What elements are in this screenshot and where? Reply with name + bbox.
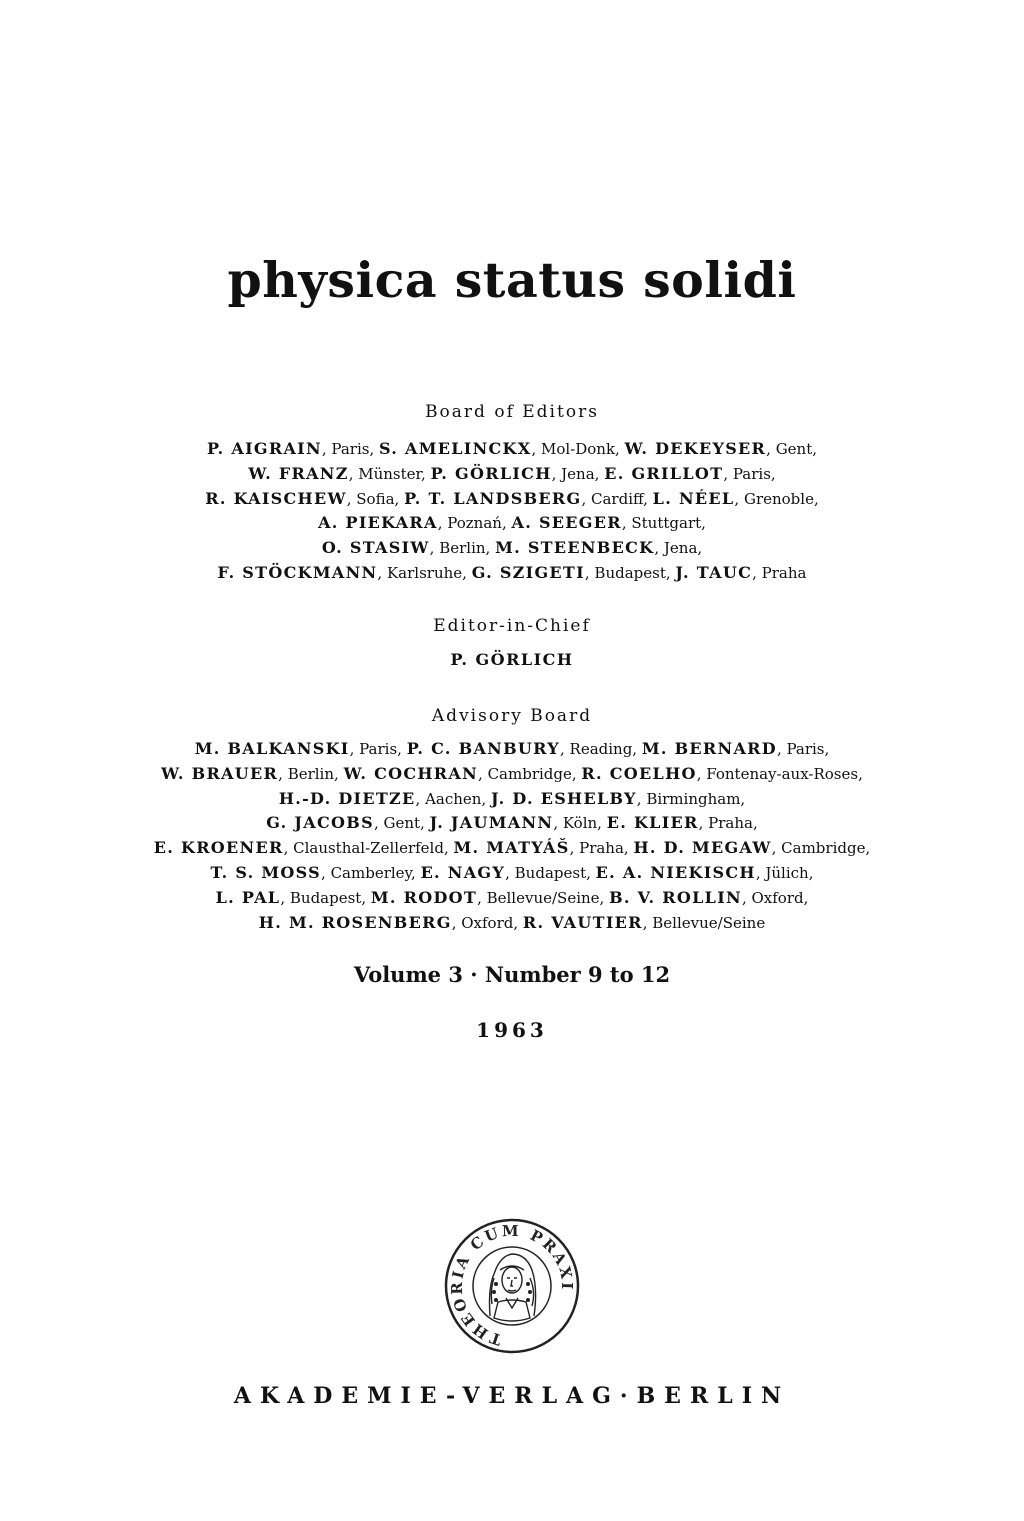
person-name: E. A. NIEKISCH xyxy=(595,862,756,882)
person-name: J. D. ESHELBY xyxy=(490,788,637,808)
list-line xyxy=(70,836,954,861)
place-name: , Berlin, xyxy=(429,539,496,558)
place-name: , Budapest, xyxy=(505,863,596,882)
place-name: , Praha, xyxy=(569,839,634,858)
person-name: H. M. ROSENBERG xyxy=(258,912,452,932)
list-line xyxy=(70,536,954,561)
place-name: , Mol-Donk, xyxy=(531,440,625,458)
place-name: , Cardiff, xyxy=(581,489,653,508)
list-line xyxy=(70,762,954,787)
list-line xyxy=(70,462,954,487)
publication-year: 1963 xyxy=(476,1018,548,1042)
person-name: A. SEEGER xyxy=(511,513,622,533)
place-name: , Poznań, xyxy=(437,514,512,533)
list-line xyxy=(70,911,954,936)
place-name: , Budapest, xyxy=(584,563,676,582)
board-of-editors-heading: Board of Editors xyxy=(425,402,599,422)
person-name: E. GRILLOT xyxy=(604,463,724,483)
list-line xyxy=(70,787,954,812)
seal-motto: THEORIA CUM PRAXI xyxy=(447,1221,577,1349)
place-name: , Paris, xyxy=(723,464,776,483)
place-name: , Cambridge, xyxy=(478,764,582,783)
place-name: , Camberley, xyxy=(321,863,421,882)
person-name: W. DEKEYSER xyxy=(624,439,767,458)
place-name: , Bellevue/Seine, xyxy=(477,888,610,907)
person-name: P. AIGRAIN xyxy=(206,439,322,458)
list-line xyxy=(70,737,954,762)
person-name: G. JACOBS xyxy=(266,813,374,833)
list-line xyxy=(70,487,954,512)
person-name: S. AMELINCKX xyxy=(378,439,532,458)
person-name: L. NÉEL xyxy=(652,488,735,508)
list-line xyxy=(70,437,954,462)
place-name: , Köln, xyxy=(553,814,607,833)
place-name: , Clausthal-Zellerfeld, xyxy=(283,839,454,858)
person-name: A. PIEKARA xyxy=(318,513,438,533)
person-name: M. BERNARD xyxy=(641,739,777,758)
list-line xyxy=(70,511,954,536)
person-name: W. BRAUER xyxy=(161,763,279,783)
person-name: W. COCHRAN xyxy=(343,763,479,783)
place-name: , Budapest, xyxy=(280,888,371,907)
person-name: E. NAGY xyxy=(420,862,506,882)
place-name: , Karlsruhe, xyxy=(377,563,472,582)
publisher: AKADEMIE-VERLAG·BERLIN xyxy=(233,1383,791,1409)
person-name: H.-D. DIETZE xyxy=(278,788,416,808)
list-line xyxy=(70,861,954,886)
person-name: R. VAUTIER xyxy=(522,912,643,932)
list-line xyxy=(70,561,954,586)
portrait-seal-icon xyxy=(444,1218,580,1354)
place-name: , Praha xyxy=(752,563,807,582)
volume-line: Volume 3 · Number 9 to 12 xyxy=(353,962,671,987)
person-name: P. T. LANDSBERG xyxy=(404,488,582,508)
place-name: , Jena, xyxy=(654,539,703,558)
person-name: M. MATYÁŠ xyxy=(453,838,570,858)
place-name: , Aachen, xyxy=(415,789,491,808)
person-name: P. GÖRLICH xyxy=(430,463,552,483)
person-name: M. STEENBECK xyxy=(495,538,655,558)
place-name: , Stuttgart, xyxy=(621,514,706,533)
place-name: , Jena, xyxy=(551,464,605,483)
place-name: , Reading, xyxy=(560,740,642,758)
place-name: , Gent, xyxy=(766,440,818,458)
place-name: , Praha, xyxy=(698,814,758,833)
place-name: , Münster, xyxy=(348,464,431,483)
place-name: , Jülich, xyxy=(755,863,814,882)
person-name: R. KAISCHEW xyxy=(205,488,347,508)
person-name: J. JAUMANN xyxy=(429,813,554,833)
person-name: M. RODOT xyxy=(370,887,478,907)
person-name: F. STÖCKMANN xyxy=(217,562,378,582)
board-of-editors-list xyxy=(70,437,954,586)
place-name: , Paris, xyxy=(776,740,830,758)
place-name: , Bellevue/Seine xyxy=(642,913,766,932)
advisory-board-list xyxy=(70,737,954,935)
person-name: G. SZIGETI xyxy=(471,562,585,582)
person-name: L. PAL xyxy=(215,887,281,907)
person-name: O. STASIW xyxy=(321,538,430,558)
person-name: E. KROENER xyxy=(153,838,284,858)
place-name: , Paris, xyxy=(349,740,407,758)
place-name: , Paris, xyxy=(321,440,379,458)
list-line xyxy=(70,811,954,836)
list-line xyxy=(70,886,954,911)
person-name: M. BALKANSKI xyxy=(194,739,350,758)
person-name: P. C. BANBURY xyxy=(406,739,560,758)
person-name: B. V. ROLLIN xyxy=(609,887,742,907)
person-name: H. D. MEGAW xyxy=(633,838,772,858)
person-name: J. TAUC xyxy=(675,562,753,582)
place-name: , Birmingham, xyxy=(636,789,746,808)
place-name: , Berlin, xyxy=(278,764,344,783)
place-name: , Oxford, xyxy=(741,888,809,907)
journal-title: physica status solidi xyxy=(227,251,797,309)
place-name: , Cambridge, xyxy=(771,839,871,858)
place-name: , Sofia, xyxy=(346,489,405,508)
person-name: R. COELHO xyxy=(581,763,697,783)
person-name: T. S. MOSS xyxy=(210,862,322,882)
person-name: E. KLIER xyxy=(606,813,699,833)
editor-in-chief-heading: Editor-in-Chief xyxy=(433,616,591,636)
place-name: , Grenoble, xyxy=(734,489,819,508)
advisory-board-heading: Advisory Board xyxy=(431,706,593,726)
place-name: , Oxford, xyxy=(451,913,523,932)
editor-in-chief-name: P. GÖRLICH xyxy=(450,650,574,669)
person-name: W. FRANZ xyxy=(248,463,349,483)
place-name: , Fontenay-aux-Roses, xyxy=(696,764,863,783)
place-name: , Gent, xyxy=(373,814,430,833)
